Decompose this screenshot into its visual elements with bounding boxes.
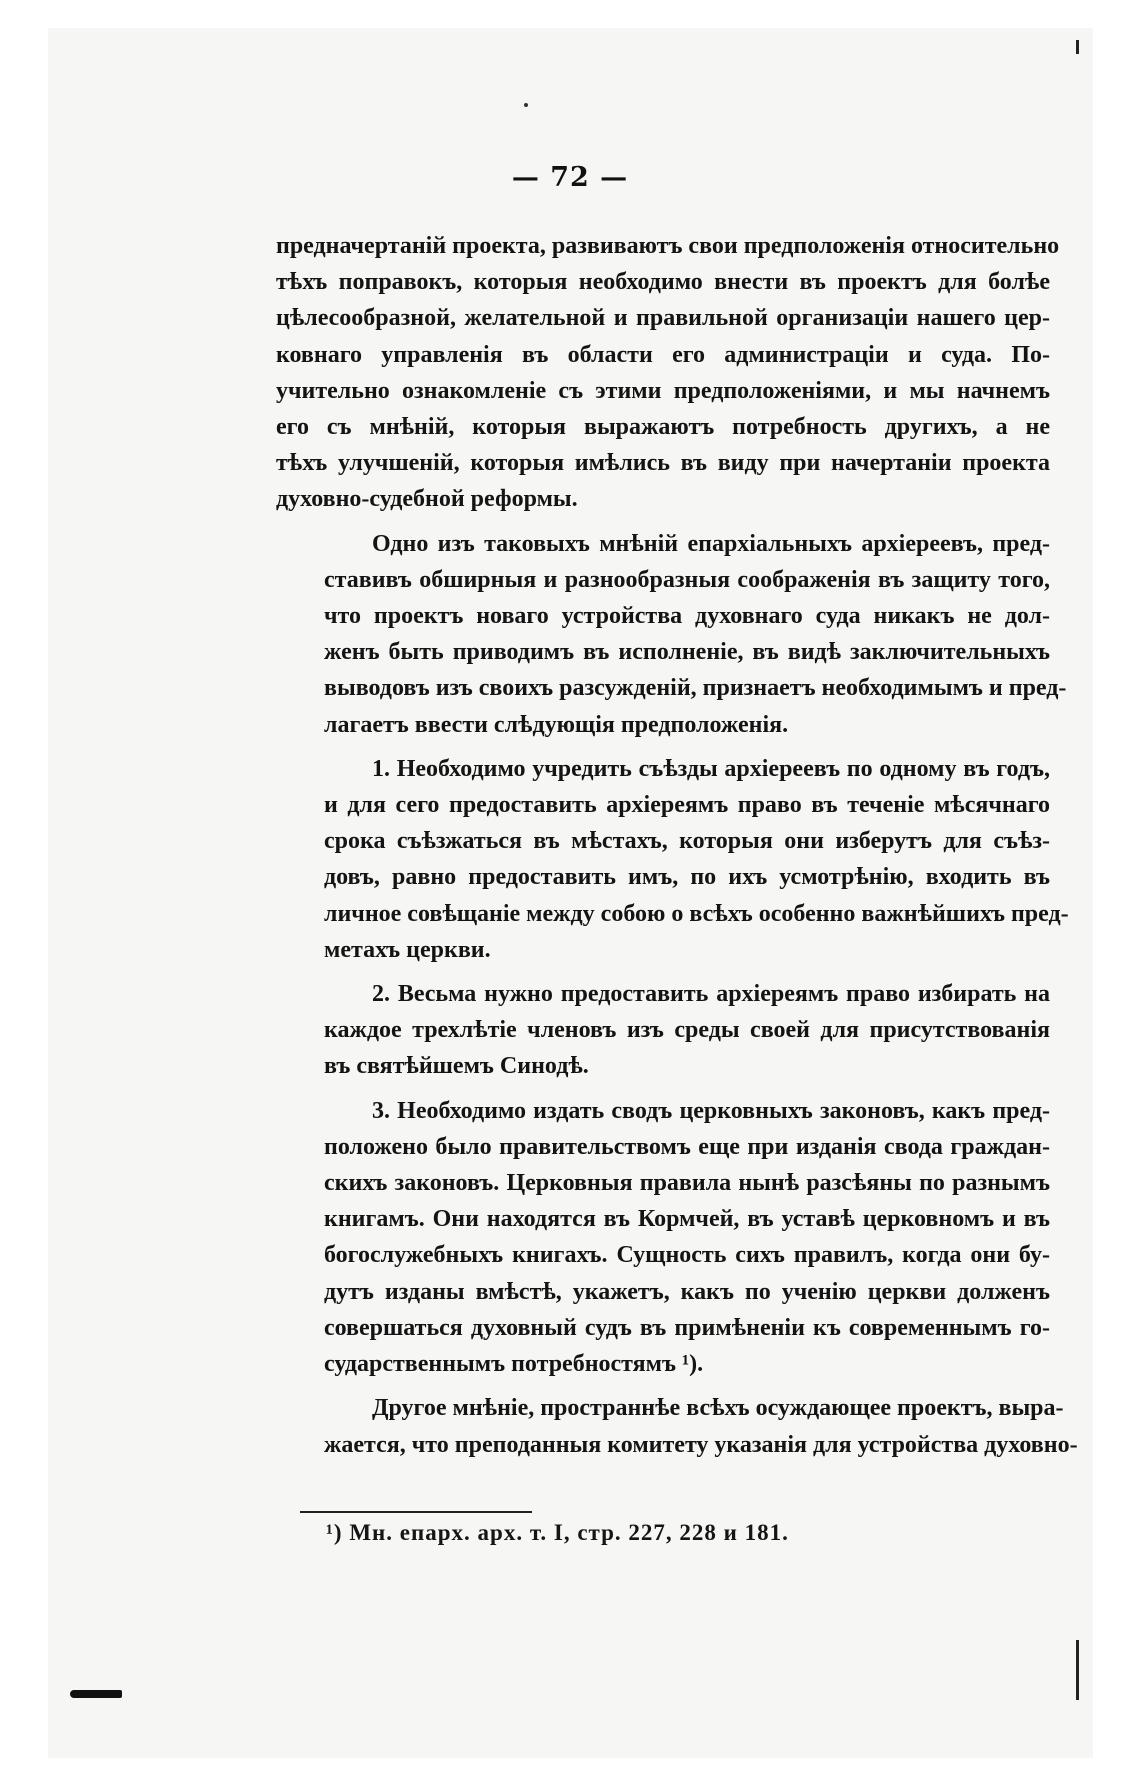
text-line: 1. Необходимо учредить съѣзды архіереевъ по одному въ годъ,	[372, 755, 1050, 782]
paragraph	[276, 976, 1050, 1085]
scan-edge-mark	[1076, 40, 1079, 54]
text-line: лагаетъ ввести слѣдующія предположенія.	[324, 711, 789, 738]
scan-speck	[524, 103, 528, 107]
body-text	[276, 228, 1078, 1471]
text-line: цѣлесообразной, желательной и правильной организаціи нашего цер-	[276, 305, 1050, 332]
text-line: его съ мнѣній, которыя выражаютъ потребность другихъ, а не	[276, 414, 1050, 441]
text-line: предначертаній проекта, развиваютъ свои предположенія относительно	[276, 233, 1060, 259]
scan-edge-mark	[1076, 1640, 1079, 1700]
text-line: богослужебныхъ книгахъ. Сущность сихъ правилъ, когда они бу-	[324, 1242, 1050, 1269]
paragraph	[276, 526, 1067, 743]
text-line: книгамъ. Они находятся въ Кормчей, въ уставѣ церковномъ и въ	[324, 1206, 1050, 1233]
text-line: ставивъ обширныя и разнообразныя соображенія въ защиту того,	[324, 566, 1050, 593]
text-line: совершаться духовный судъ въ примѣненіи къ современнымъ го-	[324, 1314, 1050, 1341]
footnote-divider	[300, 1511, 532, 1513]
text-line: тѣхъ улучшеній, которыя имѣлись въ виду при начертаніи проекта	[276, 450, 1050, 477]
text-line: ковнаго управленія въ области его администраціи и суда. По-	[276, 341, 1050, 368]
paragraph	[276, 228, 1060, 518]
text-line: личное совѣщаніе между собою о всѣхъ особенно важнѣйшихъ пред-	[324, 900, 1069, 927]
text-line: дутъ изданы вмѣстѣ, укажетъ, какъ по ученію церкви долженъ	[324, 1278, 1050, 1305]
text-line: скихъ законовъ. Церковныя правила нынѣ разсѣяны по разнымъ	[324, 1170, 1050, 1197]
paragraph	[276, 1093, 1050, 1383]
text-line: Другое мнѣніе, пространнѣе всѣхъ осуждающее проектъ, выра-	[372, 1395, 1064, 1422]
paragraph	[276, 751, 1069, 968]
text-line: 2. Весьма нужно предоставить архіереямъ право избирать на	[372, 981, 1050, 1008]
margin-dash-mark	[70, 1690, 122, 1698]
text-line: женъ быть приводимъ въ исполненіе, въ видѣ заключительныхъ	[324, 639, 1050, 666]
footnote	[326, 1520, 789, 1546]
text-line: Одно изъ таковыхъ мнѣній епархіальныхъ архіереевъ, пред-	[372, 530, 1050, 557]
page-number: — 72 —	[511, 162, 629, 193]
text-line: въ святѣйшемъ Синодѣ.	[324, 1053, 589, 1080]
text-line: и для сего предоставить архіереямъ право въ теченіе мѣсячнаго	[324, 792, 1050, 819]
text-line: тѣхъ поправокъ, которыя необходимо внести въ проектъ для болѣе	[276, 269, 1050, 296]
text-line: сударственнымъ потребностямъ ¹).	[324, 1351, 704, 1378]
text-line: довъ, равно предоставить имъ, по ихъ усмотрѣнію, входить въ	[324, 864, 1050, 891]
footnote-text: Мн. епарх. арх. т. I, стр. 227, 228 и 181.	[349, 1520, 789, 1545]
text-line: что проектъ новаго устройства духовнаго суда никакъ не дол-	[324, 603, 1050, 630]
text-line: учительно ознакомленіе съ этими предположеніями, и мы начнемъ	[276, 377, 1050, 404]
text-line: положено было правительствомъ еще при изданія свода граждан-	[324, 1133, 1050, 1160]
text-line: духовно-судебной реформы.	[276, 486, 578, 513]
footnote-marker: ¹)	[326, 1520, 343, 1545]
text-line: выводовъ изъ своихъ разсужденій, признаетъ необходимымъ и пред-	[324, 675, 1067, 702]
text-line: 3. Необходимо издать сводъ церковныхъ законовъ, какъ пред-	[372, 1097, 1050, 1124]
text-line: срока съѣзжаться въ мѣстахъ, которыя они изберутъ для съѣз-	[324, 828, 1050, 855]
text-line: каждое трехлѣтіе членовъ изъ среды своей для присутствованія	[324, 1017, 1050, 1044]
paragraph	[276, 1390, 1078, 1462]
text-line: метахъ церкви.	[324, 936, 491, 963]
text-line: жается, что преподанныя комитету указанія для устройства духовно-	[324, 1431, 1078, 1458]
